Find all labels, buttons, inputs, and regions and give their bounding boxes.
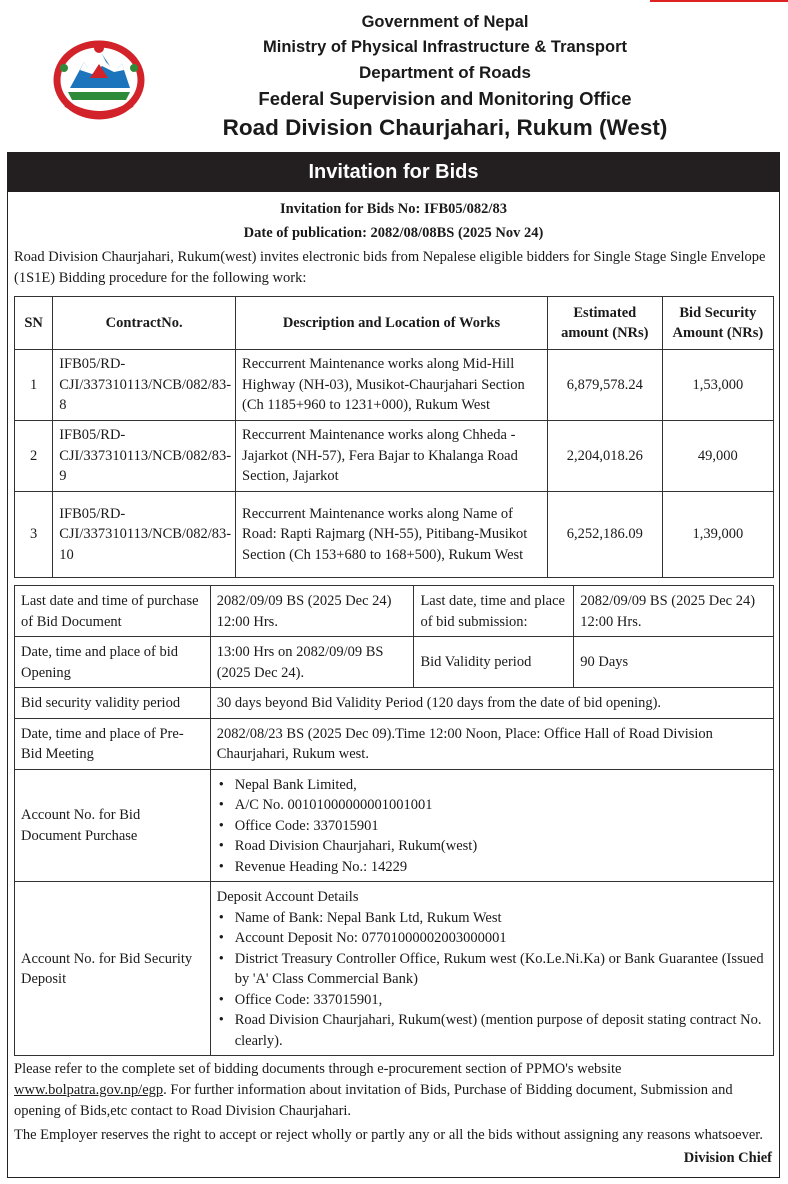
row-estimated: 6,252,186.09	[547, 492, 662, 578]
info-row-account-security	[15, 882, 774, 1056]
refer-paragraph	[14, 1059, 774, 1122]
purchase-label: Last date and time of purchase of Bid Document	[15, 586, 211, 637]
opening-value: 13:00 Hrs on 2082/09/09 BS (2025 Dec 24).	[210, 637, 414, 688]
prebid-label: Date, time and place of Pre-Bid Meeting	[15, 718, 211, 769]
submission-value: 2082/09/09 BS (2025 Dec 24) 12:00 Hrs.	[574, 586, 774, 637]
list-item: • Account Deposit No: 07701000002003000001	[235, 928, 767, 949]
header-estimated: Estimated amount (NRs)	[547, 297, 662, 350]
account-security-intro: Deposit Account Details	[216, 889, 359, 905]
nepal-emblem-icon	[52, 38, 146, 122]
row-sn: 1	[15, 350, 53, 421]
account-purchase-value	[210, 769, 773, 882]
list-item: • Name of Bank: Nepal Bank Ltd, Rukum West	[235, 908, 767, 929]
row-description: Reccurrent Maintenance works along Chheda - Jajarkot (NH-57), Fera Bajar to Khalanga Road Section, Jajarkot	[236, 421, 548, 492]
row-contract: IFB05/RD-CJI/337310113/NCB/082/83-9	[53, 421, 236, 492]
opening-label: Date, time and place of bid Opening	[15, 637, 211, 688]
list-item: • A/C No. 00101000000001001001	[235, 795, 767, 816]
purchase-value: 2082/09/09 BS (2025 Dec 24) 12:00 Hrs.	[210, 586, 414, 637]
row-estimated: 6,879,578.24	[547, 350, 662, 421]
table-row	[15, 421, 774, 492]
list-item: • Road Division Chaurjahari, Rukum(west) (mention purpose of deposit stating contract No. clearly).	[235, 1010, 767, 1051]
works-header-row	[15, 297, 774, 350]
validity-value: 90 Days	[574, 637, 774, 688]
list-item: • District Treasury Controller Office, Rukum west (Ko.Le.Ni.Ka) or Bank Guarantee (Issued by 'A' Class Commercial Bank)	[235, 949, 767, 990]
list-item: • Road Division Chaurjahari, Rukum(west)	[235, 836, 767, 857]
header-division: Road Division Chaurjahari, Rukum (West)	[222, 115, 668, 140]
account-security-value	[210, 882, 773, 1056]
submission-label: Last date, time and place of bid submission:	[414, 586, 574, 637]
row-description: Reccurrent Maintenance works along Name of Road: Rapti Rajmarg (NH-55), Pitibang-Musikot Section (Ch 153+680 to 168+500), Rukum West	[236, 492, 548, 578]
row-estimated: 2,204,018.26	[547, 421, 662, 492]
header-government: Government of Nepal	[361, 13, 529, 31]
signature-division-chief: Division Chief	[683, 1150, 772, 1166]
info-row-account-purchase	[15, 769, 774, 882]
info-row-purchase	[15, 586, 774, 637]
list-item: • Nepal Bank Limited,	[235, 775, 767, 796]
header-security: Bid Security Amount (NRs)	[662, 297, 773, 350]
validity-label: Bid Validity period	[414, 637, 574, 688]
row-security: 1,39,000	[662, 492, 773, 578]
row-contract: IFB05/RD-CJI/337310113/NCB/082/83-10	[53, 492, 236, 578]
row-security: 49,000	[662, 421, 773, 492]
row-sn: 3	[15, 492, 53, 578]
top-red-line	[650, 0, 788, 2]
refer-text-end: . For further information about invitation of Bids, Purchase of Bidding document, Submission and opening of Bids,etc contact to Road Division Chaurjahari.	[14, 1082, 733, 1119]
employer-paragraph: The Employer reserves the right to accept or reject wholly or partly any or all the bids without assigning any reasons whatsoever.	[14, 1127, 763, 1143]
header-ministry: Ministry of Physical Infrastructure & Transport	[263, 38, 627, 56]
bid-info-table	[14, 585, 774, 1056]
row-contract: IFB05/RD-CJI/337310113/NCB/082/83-8	[53, 350, 236, 421]
list-item: • Office Code: 337015901,	[235, 990, 767, 1011]
bolpatra-link[interactable]: www.bolpatra.gov.np/egp	[14, 1082, 164, 1098]
header-office: Federal Supervision and Monitoring Office	[258, 88, 632, 109]
header-contract: ContractNo.	[53, 297, 236, 350]
works-table	[14, 296, 774, 578]
row-description: Reccurrent Maintenance works along Mid-Hill Highway (NH-03), Musikot-Chaurjahari Section (Ch 1185+960 to 1231+000), Rukum West	[236, 350, 548, 421]
list-item: • Revenue Heading No.: 14229	[235, 857, 767, 878]
intro-paragraph: Road Division Chaurjahari, Rukum(west) invites electronic bids from Nepalese eligible bidders for Single Stage Single Envelope (1S1E) Bidding procedure for the following work:	[14, 249, 766, 286]
account-purchase-list	[217, 775, 767, 878]
table-row	[15, 350, 774, 421]
refer-text-start: Please refer to the complete set of bidding documents through e-procurement section of PPMO's website	[14, 1061, 622, 1077]
info-row-prebid	[15, 718, 774, 769]
row-security: 1,53,000	[662, 350, 773, 421]
info-row-security-validity	[15, 688, 774, 719]
table-row	[15, 492, 774, 578]
ifb-number: Invitation for Bids No: IFB05/082/83	[280, 201, 507, 217]
account-security-label: Account No. for Bid Security Deposit	[15, 882, 211, 1056]
security-validity-value: 30 days beyond Bid Validity Period (120 days from the date of bid opening).	[210, 688, 773, 719]
title-banner: Invitation for Bids	[7, 152, 780, 192]
account-security-list	[217, 908, 767, 1052]
header-department: Department of Roads	[359, 63, 531, 82]
account-purchase-label: Account No. for Bid Document Purchase	[15, 769, 211, 882]
header-sn: SN	[15, 297, 53, 350]
row-sn: 2	[15, 421, 53, 492]
info-row-opening	[15, 637, 774, 688]
header-description: Description and Location of Works	[236, 297, 548, 350]
publication-date: Date of publication: 2082/08/08BS (2025 Nov 24)	[243, 225, 544, 241]
prebid-value: 2082/08/23 BS (2025 Dec 09).Time 12:00 Noon, Place: Office Hall of Road Division Chaurjahari, Rukum west.	[210, 718, 773, 769]
list-item: • Office Code: 337015901	[235, 816, 767, 837]
security-validity-label: Bid security validity period	[15, 688, 211, 719]
